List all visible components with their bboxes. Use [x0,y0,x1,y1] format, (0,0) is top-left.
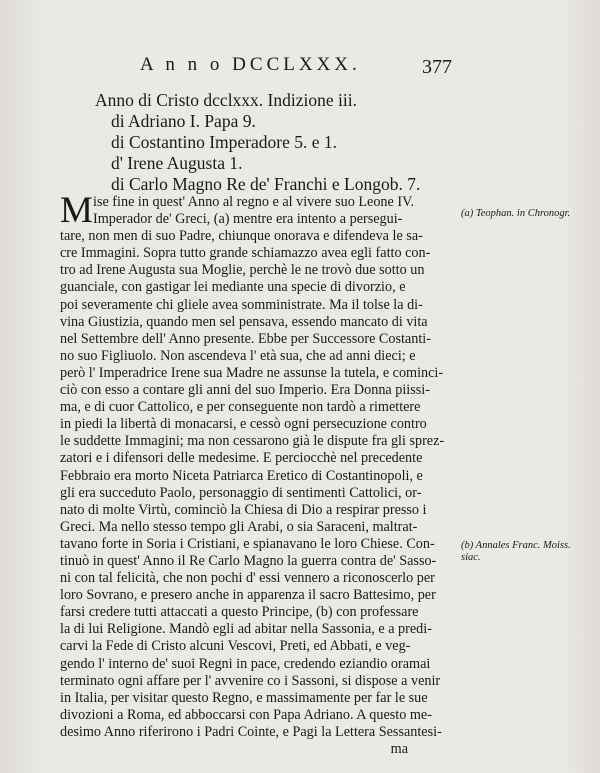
body-line: loro Sovrano, e presero anche in apparenza il sacro Battesimo, per [60,587,436,604]
body-line: tinuò in quest' Anno il Re Carlo Magno la guerra contra de' Sasso- [60,552,437,569]
body-line: nato di molte Virtù, cominciò la Chiesa di Dio a respirar presso i [60,501,427,518]
body-line: carvi la Fede di Cristo alcuni Vescovi, Preti, ed Abbati, e veg- [60,638,411,655]
body-line: la di lui Religione. Mandò egli ad abitar nella Sassonia, e a predi- [60,621,432,638]
drop-initial: M [60,190,93,231]
body-line: guanciale, con gastigar lei mediante una specie di divorzio, e [60,279,406,296]
body-line: in piedi la libertà di monacarsi, e cessò ogni persecuzione contro [60,416,427,433]
body-line: tare, non men di suo Padre, chiunque onorava e difendeva le sa- [60,228,423,245]
body-line: zatori e i difensori delle medesime. E perciocchè nel precedente [60,450,423,467]
heading-line: di Costantino Imperadore 5. e 1. [111,132,337,152]
body-line: ma, e di cuor Cattolico, e per conseguente non tardò a rimettere [60,399,421,416]
body-line: terminato ogni affare per l' avvenire co i Sassoni, si dispose a venir [60,672,441,689]
body-line: Febbraio era morto Niceta Patriarca Eretico di Costantinopoli, e [60,467,423,484]
heading-line: Anno di Cristo dcclxxx. Indizione iii. [95,90,357,110]
body-line: tavano forte in Soria i Cristiani, e spianavano le loro Chiese. Con- [60,535,435,552]
body-line: tro ad Irene Augusta sua Moglie, perchè le ne trovò due sotto un [60,262,425,279]
body-line: Imperador de' Greci, (a) mentre era intento a persegui- [93,211,403,228]
heading-line: di Carlo Magno Re de' Franchi e Longob. 7. [111,174,421,194]
body-line: nel Settembre dell' Anno presente. Ebbe per Successore Costanti- [60,330,431,347]
body-line: gli era succeduto Paolo, personaggio di sentimenti Cattolici, or- [60,484,422,501]
body-line: gendo l' interno de' suoi Regni in pace, credendo eziandio oramai [60,655,431,672]
running-title: A n n o DCCLXXX. [140,54,361,75]
catchword: ma [390,741,408,757]
body-paragraph [60,190,460,758]
body-line: però l' Imperadrice Irene sua Madre ne assunse la tutela, e cominci- [60,364,444,381]
body-line: divozioni a Roma, ed abboccarsi con Papa Adriano. A questo me- [60,706,432,723]
body-line: farsi credere tutti attaccati a questo Principe, (b) con professare [60,604,419,621]
body-line: cre Immagini. Sopra tutto grande schiamazzo avea egli fatto con- [60,245,431,262]
marginal-note-a: (a) Teophan. in Chronogr. [461,208,571,219]
marginal-note-b: (b) Annales Franc. Moiss. siac. [461,540,571,563]
body-line: no suo Figliuolo. Non ascendeva l' età sua, che ad anni dieci; e [60,347,416,364]
body-line: Greci. Ma nello stesso tempo gli Arabi, o sia Saraceni, maltrat- [60,518,418,535]
body-line: poi severamente chi gliele avea somministrate. Ma il tolse la di- [60,296,423,313]
heading-line: di Adriano I. Papa 9. [111,111,256,131]
body-line: ciò con esso a contare gli anni del suo Imperio. Era Donna piissi- [60,382,430,399]
body-line: vina Giustizia, quando men sel pensava, essendo mancato di vita [60,313,428,330]
body-line: in Italia, per visitar questo Regno, e massimamente per far le sue [60,689,428,706]
heading-line: d' Irene Augusta 1. [111,153,243,173]
body-line: le suddette Immagini; ma non cessarono già le dispute fra gli sprez- [60,433,445,450]
page-number: 377 [422,56,452,78]
body-line: ni con tal felicità, che non pochi d' essi vennero a riconoscerlo per [60,570,435,587]
year-heading [95,90,515,195]
body-line-text: ise fine in quest' Anno al regno e al vivere suo Leone IV. [93,194,415,210]
body-line: desimo Anno riferirono i Padri Cointe, e Pagi la Lettera Sessantesi- [60,723,442,740]
